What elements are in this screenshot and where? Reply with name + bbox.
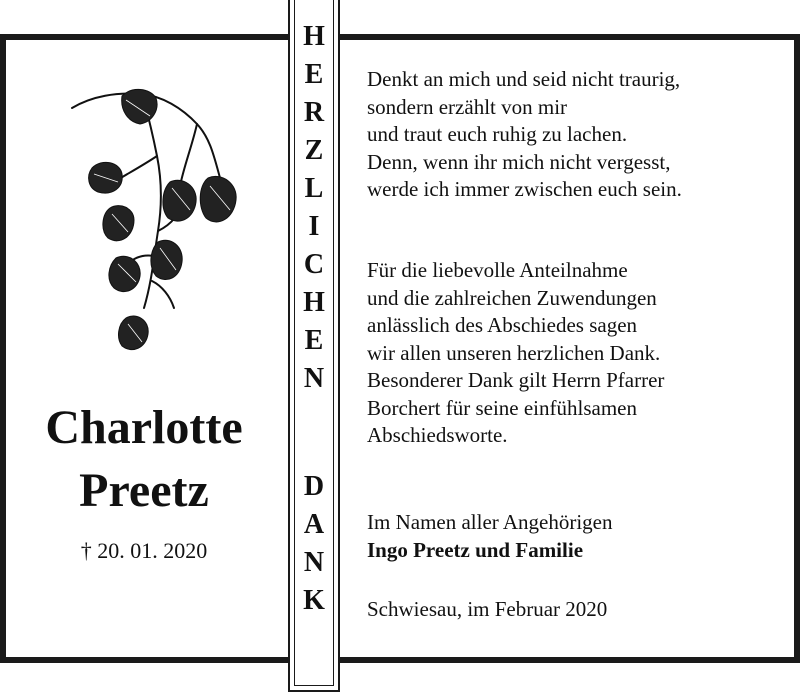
thanks-line: wir allen unseren herzlichen Dank. [367, 340, 661, 365]
band-letter: R [303, 97, 325, 128]
place-date [367, 596, 787, 624]
deceased-first-name: Charlotte [45, 401, 243, 454]
band-letter: K [303, 585, 325, 616]
signature [367, 509, 787, 564]
birch-branch-icon [62, 86, 252, 366]
poem-line: Denn, wenn ihr mich nicht vergesst, [367, 149, 671, 174]
thanks-line: Für die liebevolle Anteilnahme [367, 258, 628, 282]
poem-line: sondern erzählt von mir [367, 94, 568, 119]
thanks-line: Abschiedsworte. [367, 423, 508, 447]
thanks-line: Besonderer Dank gilt Herrn Pfarrer [367, 368, 665, 392]
vertical-band [288, 0, 340, 692]
death-date: † 20. 01. 2020 [80, 538, 208, 563]
thanks-text [367, 257, 787, 450]
band-letter: D [303, 471, 325, 502]
band-letter: A [303, 509, 325, 540]
deceased-last-name: Preetz [79, 464, 209, 517]
poem [367, 66, 787, 204]
place-date-text: Schwiesau, im Februar 2020 [367, 597, 608, 621]
thanks-line: anlässlich des Abschiedes sagen [367, 313, 638, 337]
band-letter: H [303, 21, 325, 52]
band-letter: H [303, 287, 325, 318]
band-letter: E [304, 59, 324, 90]
poem-line: und traut euch ruhig zu lachen. [367, 122, 628, 146]
poem-line: werde ich immer zwischen euch sein. [367, 177, 682, 201]
band-letter: N [303, 363, 325, 394]
band-letter: L [304, 173, 324, 204]
band-letter: N [303, 547, 325, 578]
band-letter: C [303, 249, 325, 280]
band-letter: I [308, 211, 320, 242]
poem-line: Denkt an mich und seid nicht traurig, [367, 67, 681, 91]
band-letter: Z [304, 135, 324, 166]
thanks-line: Borchert für seine einfühlsamen [367, 395, 637, 420]
band-letter: E [304, 325, 324, 356]
signature-names: Ingo Preetz und Familie [367, 537, 584, 562]
signature-intro: Im Namen aller Angehörigen [367, 510, 613, 534]
thanks-line: und die zahlreichen Zuwendungen [367, 285, 657, 310]
